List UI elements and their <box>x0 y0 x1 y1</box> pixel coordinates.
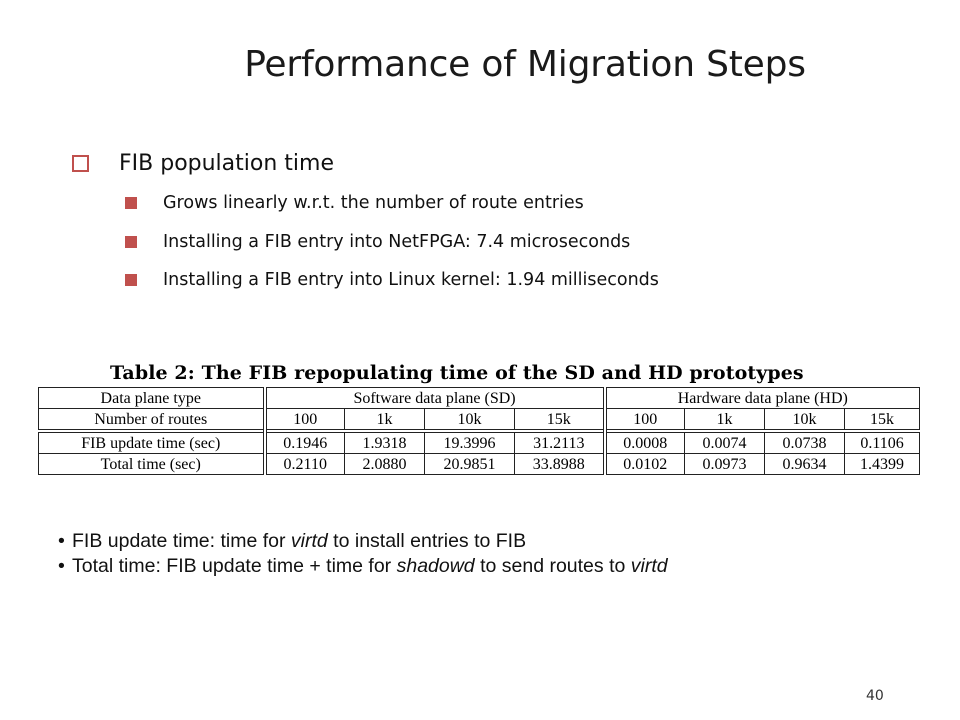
table-cell: 33.8988 <box>515 454 605 475</box>
sub-bullet-text: Grows linearly w.r.t. the number of route entries <box>163 193 584 213</box>
note-term: virtd <box>630 555 668 577</box>
table-cell: 0.0074 <box>685 431 765 454</box>
note-text: FIB update time: time for <box>72 530 291 552</box>
note-text: to install entries to FIB <box>327 530 527 552</box>
sub-bullet-text: Installing a FIB entry into NetFPGA: 7.4 microseconds <box>163 232 631 252</box>
sub-bullet <box>125 268 659 292</box>
table-cell: 0.9634 <box>765 454 845 475</box>
table-cell: 0.1106 <box>845 431 920 454</box>
note-item <box>58 529 668 554</box>
table-cell: 19.3996 <box>425 431 515 454</box>
note-text: to send routes to <box>474 555 631 577</box>
note-text: Total time: FIB update time + time for <box>72 555 397 577</box>
row-label: FIB update time (sec) <box>39 431 265 454</box>
sub-bullet <box>125 230 630 254</box>
table-cell: 20.9851 <box>425 454 515 475</box>
table-row-routes <box>39 409 920 432</box>
group-header-hd: Hardware data plane (HD) <box>605 388 920 409</box>
table-cell: 100 <box>605 409 685 432</box>
note-bullet: • <box>58 555 65 577</box>
note-term: shadowd <box>396 555 475 577</box>
table-cell: 0.2110 <box>265 454 345 475</box>
note-bullet: • <box>58 530 65 552</box>
notes-box <box>58 529 668 579</box>
sub-bullet <box>125 191 584 215</box>
table-row <box>39 454 920 475</box>
square-bullet-icon <box>125 274 137 286</box>
slide-title: Performance of Migration Steps <box>244 44 806 85</box>
table-cell: 0.0008 <box>605 431 685 454</box>
table-cell: 1.9318 <box>345 431 425 454</box>
square-bullet-icon <box>125 197 137 209</box>
table-header-row <box>39 388 920 409</box>
table-corner-cell: Data plane type <box>39 388 265 409</box>
table-cell: 1k <box>345 409 425 432</box>
table-cell: 0.0738 <box>765 431 845 454</box>
table-cell: 100 <box>265 409 345 432</box>
table-cell: 31.2113 <box>515 431 605 454</box>
sub-bullet-text: Installing a FIB entry into Linux kernel: 1.94 milliseconds <box>163 270 659 290</box>
bullet-main-text: FIB population time <box>119 150 334 176</box>
table-row <box>39 431 920 454</box>
table-cell: 1k <box>685 409 765 432</box>
group-header-sd: Software data plane (SD) <box>265 388 605 409</box>
page-number: 40 <box>866 688 884 704</box>
table-cell: 15k <box>515 409 605 432</box>
table-caption: Table 2: The FIB repopulating time of the SD and HD prototypes <box>110 362 804 384</box>
table-cell: 15k <box>845 409 920 432</box>
row-label: Number of routes <box>39 409 265 432</box>
table-cell: 0.0973 <box>685 454 765 475</box>
fib-table <box>38 387 920 475</box>
hollow-square-bullet-icon <box>72 155 89 172</box>
table-cell: 0.1946 <box>265 431 345 454</box>
note-item <box>58 554 668 579</box>
bullet-main <box>72 148 334 178</box>
note-term: virtd <box>290 530 328 552</box>
table-cell: 10k <box>425 409 515 432</box>
table-cell: 0.0102 <box>605 454 685 475</box>
row-label: Total time (sec) <box>39 454 265 475</box>
table-cell: 10k <box>765 409 845 432</box>
square-bullet-icon <box>125 236 137 248</box>
table-cell: 2.0880 <box>345 454 425 475</box>
table-cell: 1.4399 <box>845 454 920 475</box>
